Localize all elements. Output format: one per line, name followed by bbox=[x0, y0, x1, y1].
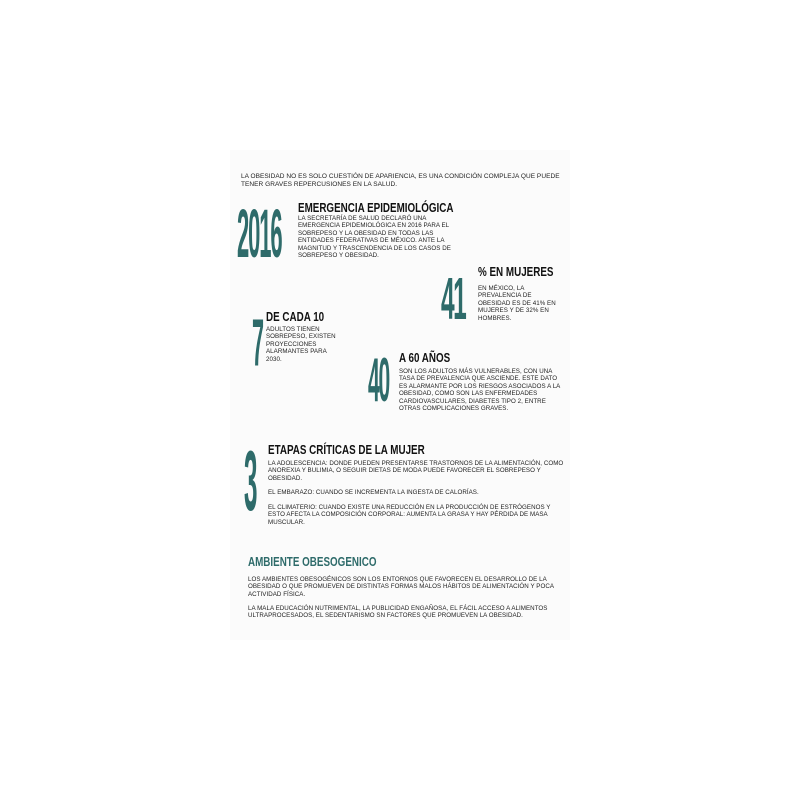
ambiente-title: AMBIENTE OBESOGENICO bbox=[248, 553, 377, 570]
stat-2016-number: 2016 bbox=[237, 196, 282, 273]
ambiente-p2: LA MALA EDUCACIÓN NUTRIMENTAL, LA PUBLICIDAD ENGAÑOSA, EL FÁCIL ACCESO A ALIMENTOS ULTRAPROCESADOS, EL SEDENTARISMO SN FACTORES QUE PROMUEVEN LA OBESIDAD. bbox=[248, 605, 548, 620]
stat-7-title: DE CADA 10 bbox=[266, 308, 325, 325]
stat-41-body: EN MÉXICO, LA PREVALENCIA DE OBESIDAD ES DE 41% EN MUJERES Y DE 32% EN HOMBRES. bbox=[478, 285, 556, 322]
stat-41-number: 41 bbox=[441, 266, 466, 333]
stat-41-title: % EN MUJERES bbox=[478, 263, 554, 280]
stat-7-number: 7 bbox=[252, 304, 263, 381]
stat-40-title: A 60 AÑOS bbox=[399, 349, 451, 366]
stat-3-title: ETAPAS CRÍTICAS DE LA MUJER bbox=[268, 441, 425, 458]
stat-3-p2: EL EMBARAZO: CUANDO SE INCREMENTA LA INGESTA DE CALORÍAS. bbox=[268, 489, 479, 496]
ambiente-p1: LOS AMBIENTES OBESOGÉNICOS SON LOS ENTORNOS QUE FAVORECEN EL DESARROLLO DE LA OBESIDAD O QUE PROMUEVEN DE DISTINTAS FORMAS MALOS HÁBITOS DE ALIMENTACIÓN Y POCA ACTIVIDAD FÍSICA. bbox=[248, 576, 554, 598]
stat-40-body: SON LOS ADULTOS MÁS VULNERABLES, CON UNA TASA DE PREVALENCIA QUE ASCIENDE. ESTE DATO ES ALARMANTE POR LOS RIESGOS ASOCIADOS A LA OBESIDAD, COMO SON LAS ENFERMEDADES CARDIOVASCULARES, DIABETES TIPO 2, ENTRE OTRAS COMPLICACIONES GRAVES. bbox=[399, 368, 561, 413]
stat-3-number: 3 bbox=[244, 434, 257, 530]
stat-7-body: ADULTOS TIENEN SOBREPESO, EXISTEN PROYECCIONES ALARMANTES PARA 2030. bbox=[266, 326, 336, 363]
stat-3-p1: LA ADOLESCENCIA: DONDE PUEDEN PRESENTARSE TRASTORNOS DE LA ALIMENTACIÓN, COMO ANOREXIA Y BULIMIA, O SEGUIR DIETAS DE MODA PUEDE FAVORECER EL SOBREPESO Y OBESIDAD. bbox=[268, 460, 564, 482]
stat-3-p3: EL CLIMATERIO: CUANDO EXISTE UNA REDUCCIÓN EN LA PRODUCCIÓN DE ESTRÓGENOS Y ESTO AFECTA LA COMPOSICIÓN CORPORAL: AUMENTA LA GRASA Y HAY PÉRDIDA DE MASA MUSCULAR. bbox=[268, 504, 551, 526]
stat-40-number: 40 bbox=[368, 346, 389, 416]
stat-2016-title: EMERGENCIA EPIDEMIOLÓGICA bbox=[298, 199, 454, 216]
stat-2016-body: LA SECRETARÍA DE SALUD DECLARÓ UNA EMERGENCIA EPIDEMIOLÓGICA EN 2016 PARA EL SOBREPESO Y LA OBESIDAD EN TODAS LAS ENTIDADES FEDERATIVAS DE MÉXICO. ANTE LA MAGNITUD Y TRASCENDENCIA DE LOS CASOS DE SOBREPESO Y OBESIDAD. bbox=[298, 215, 451, 260]
intro-text: LA OBESIDAD NO ES SOLO CUESTIÓN DE APARIENCIA, ES UNA CONDICIÓN COMPLEJA QUE PUEDE TENER GRAVES REPERCUSIONES EN LA SALUD. bbox=[241, 173, 560, 188]
